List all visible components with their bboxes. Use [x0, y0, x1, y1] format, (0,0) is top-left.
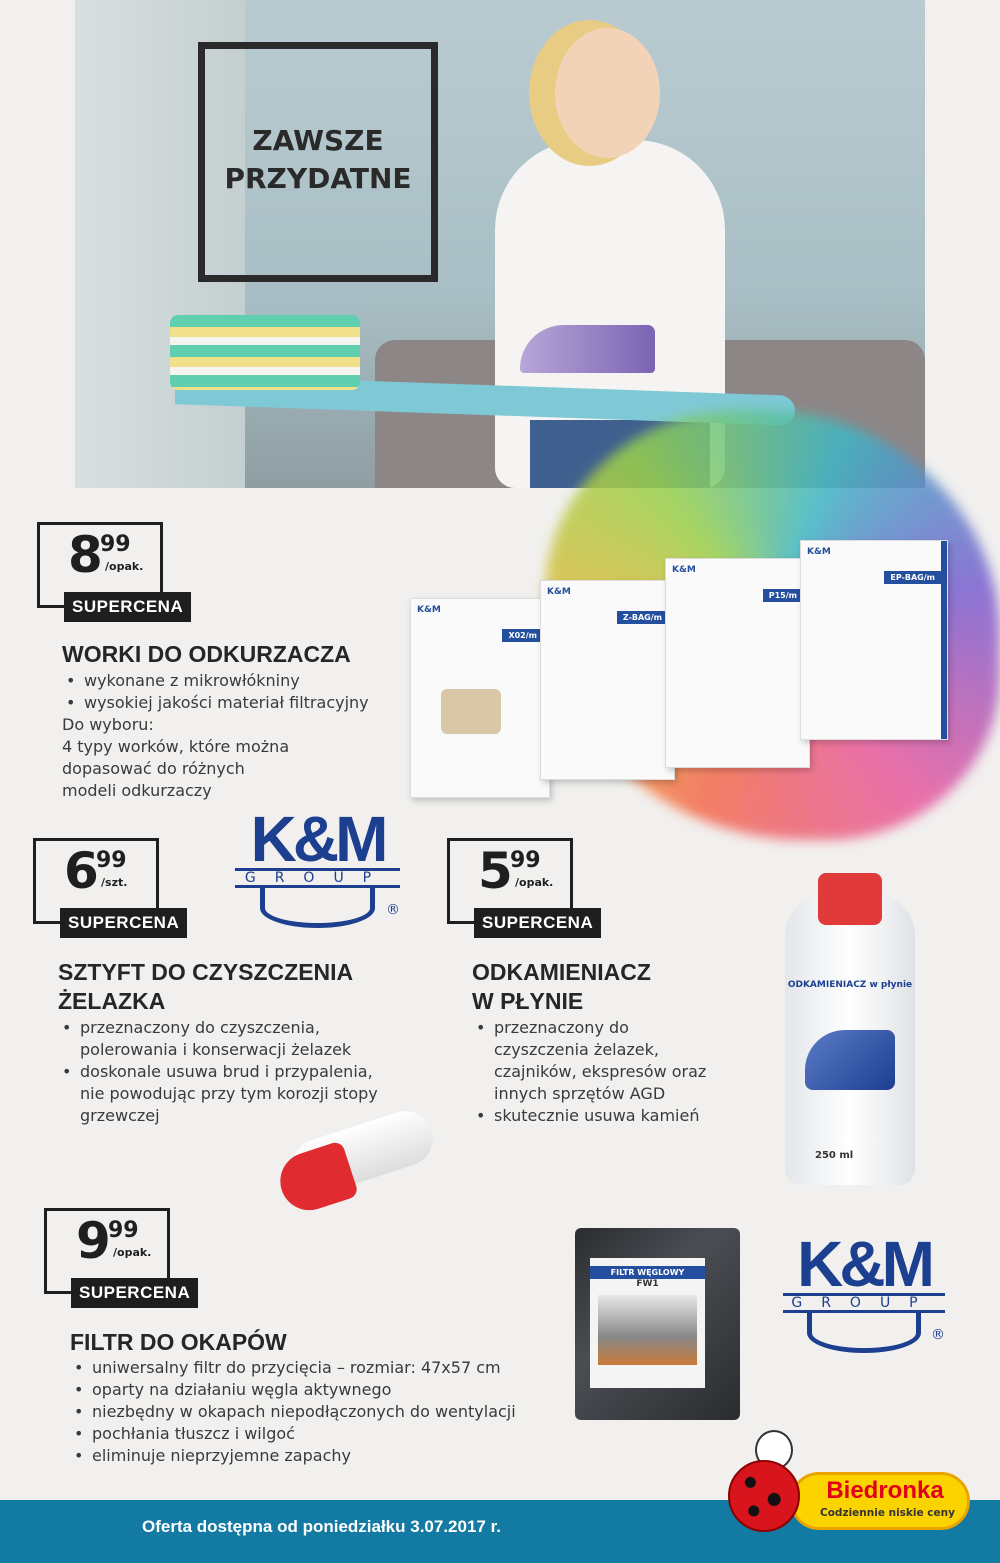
title-line: W PŁYNIE: [472, 988, 584, 1014]
supercena-badge: SUPERCENA: [60, 908, 187, 938]
logo-sub: GROUP: [783, 1293, 945, 1313]
supercena-badge: SUPERCENA: [64, 592, 191, 622]
price-unit: /szt.: [101, 876, 128, 889]
extra-line: modeli odkurzaczy: [62, 781, 212, 800]
price-cents: 99: [96, 848, 127, 873]
product-bullets: [70, 1357, 550, 1467]
price-main: 5: [478, 842, 511, 900]
bullet-item: • wykonane z mikrowłókniny: [62, 670, 402, 692]
price-cents: 99: [100, 532, 131, 557]
extra-line: 4 typy worków, które można: [62, 737, 290, 756]
vacuum-bag-pack: K&M P15/m: [665, 558, 810, 768]
product-title: FILTR DO OKAPÓW: [70, 1329, 287, 1355]
bullet-item: • pochłania tłuszcz i wilgoć: [70, 1423, 550, 1445]
price-unit: /opak.: [515, 876, 554, 889]
title-line: ŻELAZKA: [58, 988, 166, 1014]
logo-sub: GROUP: [235, 868, 400, 888]
price-unit: /opak.: [113, 1246, 152, 1259]
store-slogan: Codziennie niskie ceny: [820, 1507, 955, 1519]
km-group-logo: [235, 803, 400, 928]
title-line: ODKAMIENIACZ: [472, 959, 651, 985]
ladybug-icon: [728, 1460, 800, 1532]
bullet-item: • przeznaczony do czyszczenia, polerowania i konserwacji żelazek: [58, 1017, 398, 1061]
km-group-logo: [783, 1228, 945, 1353]
pack-label: Z-BAG/m: [617, 611, 668, 624]
bullet-item: • eliminuje nieprzyjemne zapachy: [70, 1445, 550, 1467]
logo-name: K&M: [797, 1228, 931, 1300]
bottle-label: ODKAMIENIACZ w płynie: [787, 980, 913, 990]
product-title: WORKI DO ODKURZACZA: [62, 641, 351, 667]
offer-date-text: Oferta dostępna od poniedziałku 3.07.2017 r.: [142, 1517, 502, 1536]
extra-line: Do wyboru:: [62, 715, 154, 734]
headline-line-2: PRZYDATNE: [224, 162, 412, 195]
bullet-item: • skutecznie usuwa kamień: [472, 1105, 727, 1127]
price-tag: [68, 526, 168, 584]
product-bullets: [472, 1017, 727, 1127]
vacuum-bag-pack: K&M Z-BAG/m: [540, 580, 675, 780]
logo-wing: [260, 888, 376, 928]
bullet-item: • niezbędny w okapach niepodłączonych do wentylacji: [70, 1401, 550, 1423]
filter-label-title: FILTR WĘGLOWY: [590, 1266, 705, 1279]
bullet-item: • oparty na działaniu węgla aktywnego: [70, 1379, 550, 1401]
photo-woman-head: [555, 28, 660, 158]
vacuum-bag-pack: K&M X02/m: [410, 598, 550, 798]
bullet-item: • uniwersalny filtr do przycięcia – rozmiar: 47x57 cm: [70, 1357, 550, 1379]
extra-line: dopasować do różnych: [62, 759, 245, 778]
bullet-item: • doskonale usuwa brud i przypalenia, nie powodując przy tym korozji stopy grzewczej: [58, 1061, 398, 1127]
bullet-item: • wysokiej jakości materiał filtracyjny: [62, 692, 402, 714]
pack-label: X02/m: [502, 629, 543, 642]
descaler-bottle-image: [785, 895, 915, 1185]
bottle-cap: [818, 873, 882, 925]
logo-reg: ®: [931, 1327, 945, 1343]
price-tag: [76, 1212, 176, 1270]
headline-line-1: ZAWSZE: [252, 124, 384, 157]
hero-headline: [198, 122, 438, 198]
supercena-badge: SUPERCENA: [71, 1278, 198, 1308]
store-name: Biedronka: [826, 1477, 944, 1504]
iron-graphic: [805, 1030, 895, 1090]
bottle-volume: 250 ml: [815, 1150, 854, 1161]
logo-wing: [807, 1313, 920, 1353]
logo-reg: ®: [386, 902, 400, 918]
price-cents: 99: [510, 848, 541, 873]
product-title: [472, 958, 651, 1016]
price-main: 9: [76, 1212, 109, 1270]
filter-code: FW1: [636, 1279, 659, 1289]
vacuum-bag-pack: K&M EP-BAG/m: [800, 540, 948, 740]
product-title: [58, 958, 353, 1016]
filter-pack-label: [590, 1258, 705, 1388]
product-bullets: [62, 670, 402, 714]
pack-label: EP-BAG/m: [884, 571, 941, 584]
photo-iron: [520, 325, 655, 373]
price-unit: /opak.: [105, 560, 144, 573]
logo-name: K&M: [250, 803, 385, 875]
title-line: SZTYFT DO CZYSZCZENIA: [58, 959, 354, 985]
price-main: 6: [64, 842, 97, 900]
pack-label: P15/m: [763, 589, 803, 602]
price-tag: [478, 842, 578, 900]
supercena-badge: SUPERCENA: [474, 908, 601, 938]
photo-folded-clothes: [170, 315, 360, 390]
bullet-item: • przeznaczony do czyszczenia żelazek, czajników, ekspresów oraz innych sprzętów AGD: [472, 1017, 727, 1105]
price-tag: [64, 842, 164, 900]
product-bullets: [58, 1017, 398, 1127]
product-extra: [62, 714, 362, 802]
price-cents: 99: [108, 1218, 139, 1243]
price-main: 8: [68, 526, 101, 584]
